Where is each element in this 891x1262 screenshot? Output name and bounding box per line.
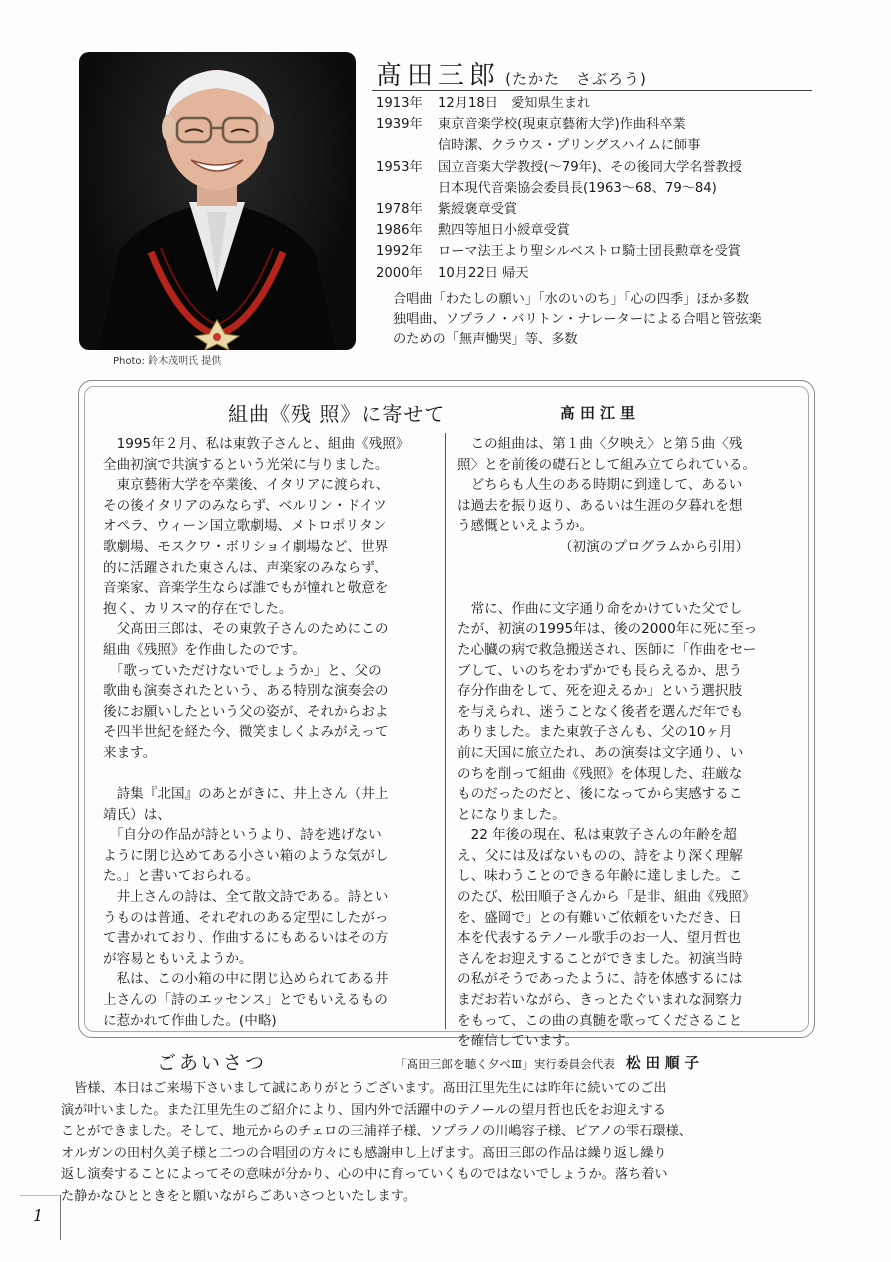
essay-line: を与えられ、迷うことなく後者を選んだ年でも [457, 703, 744, 720]
essay-line [457, 578, 792, 599]
essay-line: を、盛岡で」との有難いご依頼をいただき、日 [457, 909, 742, 926]
bio-year: 1992年 [376, 244, 423, 260]
essay-line: オペラ、ウィーン国立歌劇場、メトロポリタン [103, 518, 387, 535]
bio-text: 10月22日 帰天 [438, 265, 529, 281]
essay-line: て書かれており、作曲するにもあるいはその方 [103, 930, 389, 947]
bio-row [376, 220, 826, 241]
essay-line: う感慨といえようか。 [457, 518, 593, 535]
essay-line: 父髙田三郎は、その東敦子さんのためにこの [103, 621, 389, 638]
essay-line: ように閉じ込めてある小さい箱のような気がし [103, 847, 389, 864]
essay-line: 歌曲も演奏されたという、ある特別な演奏会の [103, 683, 389, 700]
essay-line: その後イタリアのみならず、ベルリン・ドイツ [103, 497, 387, 514]
bio-year: 1913年 [376, 96, 423, 111]
essay-line: は過去を振り返り、あるいは生涯の夕暮れを想 [457, 497, 743, 514]
biography-list [376, 93, 826, 284]
essay-line: 組曲《残照》を作曲したのです。 [103, 641, 306, 658]
essay-line: 私は、この小箱の中に閉じ込められてある井 [103, 971, 389, 988]
essay-line: の私がそうであったように、詩を体感するには [457, 971, 743, 988]
greeting-organization: 「髙田三郎を聴く夕べⅢ」実行委員会代表 [395, 1057, 615, 1071]
essay-line: のちを削って組曲《残照》を体現した、荘厳な [457, 765, 743, 782]
greeting-body [61, 1078, 692, 1208]
essay-line: 東京藝術大学を卒業後、イタリアに渡られ、 [103, 477, 390, 494]
essay-line: とになりました。 [457, 806, 566, 823]
essay-line: たが、初演の1995年は、後の2000年に死に至っ [457, 621, 758, 638]
essay-author: 髙田江里 [560, 404, 641, 422]
works-list [393, 290, 762, 350]
bio-year: 1978年 [376, 202, 423, 218]
essay-line: さんをお迎えすることができました。初演当時 [457, 950, 743, 967]
essay-line: この組曲は、第１曲〈夕映え〉と第５曲〈残 [457, 436, 743, 452]
essay-line: 来ます。 [103, 744, 157, 761]
bio-text: 紫綬褒章受賞 [438, 202, 518, 218]
photo-credit: Photo: 鈴木茂明氏 提供 [113, 356, 222, 367]
essay-line: し、味わうことのできる年齢に達しました。こ [457, 868, 743, 885]
essay-line: 前に天国に旅立たれ、あの演奏は文字通り、い [457, 744, 744, 761]
bio-text: ローマ法王より聖シルベストロ騎士団長勲章を受賞 [438, 244, 741, 260]
essay-line [457, 558, 792, 579]
essay-line: が容易ともいえようか。 [103, 950, 253, 967]
essay-line: 「歌っていただけないでしょうか」と、父の [103, 662, 382, 679]
bio-row [376, 114, 826, 135]
essay-column-left [103, 434, 438, 1031]
essay-line: どちらも人生のある時期に到達して、あるい [457, 477, 743, 494]
bio-year: 1939年 [376, 117, 423, 133]
essay-line: 22 年後の現在、私は東敦子さんの年齢を超 [457, 827, 737, 844]
essay-line: え、父には及ばないものの、詩をより深く理解 [457, 847, 743, 864]
essay-line: 存分作曲をして、死を迎えるか」という選択肢 [457, 683, 743, 700]
portrait-illustration [79, 52, 356, 350]
bio-row [376, 178, 826, 199]
greeting-line: 皆様、本日はご来場下さいまして誠にありがとうございます。髙田江里先生には昨年に続いてのご出 [61, 1081, 667, 1096]
essay-line: 井上さんの詩は、全て散文詩である。詩とい [103, 889, 389, 906]
page-corner-rule-vertical [60, 1195, 61, 1240]
essay-line: そ四半世紀を経た今、微笑ましくよみがえって [103, 724, 389, 741]
essay-line: 抱く、カリスマ的存在でした。 [103, 600, 293, 617]
essay-line: に惹かれて作曲した。(中略) [103, 1012, 277, 1029]
bio-row [376, 135, 826, 156]
greeting-line: た静かなひとときをと願いながらごあいさつといたします。 [61, 1188, 417, 1204]
bio-row [376, 199, 826, 220]
bio-text: 信時潔、クラウス・プリングスハイムに師事 [438, 138, 701, 154]
greeting-title: ごあいさつ [157, 1052, 268, 1074]
essay-quote-source: （初演のプログラムから引用） [457, 538, 750, 555]
profile-name-line [376, 55, 647, 92]
greeting-line: 返し演奏することによってその意味が分かり、心の中に育っていくものではないでしょうか。落ち着い [61, 1167, 668, 1183]
greeting-line: 演が叶いました。また江里先生のご紹介により、国内外で活躍中のテノールの望月哲也氏をお迎えする [61, 1102, 667, 1118]
greeting-line: ことができました。そして、地元からのチェロの三浦祥子様、ソプラノの川嶋容子様、ピアノの雫石環様、 [61, 1124, 692, 1140]
bio-text: 勲四等旭日小綬章受賞 [438, 223, 570, 239]
essay-line: 詩集『北国』のあとがきに、井上さん（井上 [103, 786, 389, 803]
bio-row [376, 157, 826, 178]
essay-line: 本を代表するテノール歌手のお一人、望月哲也 [457, 930, 741, 947]
essay-column-right [457, 434, 792, 1052]
bio-text: 12月18日 愛知県生まれ [438, 96, 591, 111]
essay-line: 的に活躍された東さんは、声楽家のみならず、 [103, 559, 388, 576]
essay-line: をもって、この曲の真髄を歌ってくださること [457, 1012, 743, 1029]
essay-line: 音楽家、音楽学生ならば誰でもが憧れと敬意を [103, 580, 389, 597]
page-number: 1 [33, 1206, 44, 1225]
page-corner-rule [20, 1195, 60, 1196]
essay-line: 後にお願いしたという父の姿が、それからおよ [103, 703, 389, 720]
greeting-signature [395, 1052, 704, 1073]
bio-row [376, 93, 826, 114]
essay-line: た。」と書いておられる。 [103, 868, 260, 885]
works-line: のための「無声慟哭」等、多数 [393, 332, 578, 347]
essay-line [103, 764, 438, 785]
bio-year: 1953年 [376, 159, 423, 175]
bio-text: 東京音楽学校(現東京藝術大学)作曲科卒業 [438, 117, 686, 133]
bio-year: 2000年 [376, 265, 423, 281]
essay-line: 常に、作曲に文字通り命をかけていた父でし [457, 600, 743, 617]
portrait-photo [79, 52, 356, 350]
bio-row [376, 263, 826, 284]
bio-year: 1986年 [376, 223, 423, 239]
essay-line: 上さんの「詩のエッセンス」とでもいえるもの [103, 992, 388, 1009]
profile-name-kana: (たかた さぶろう) [505, 70, 647, 88]
name-divider [372, 90, 812, 91]
bio-row [376, 241, 826, 262]
essay-line: 歌劇場、モスクワ・ボリショイ劇場など、世界 [103, 538, 389, 555]
greeting-representative: 松田順子 [625, 1055, 704, 1072]
works-line: 独唱曲、ソプラノ・バリトン・ナレーターによる合唱と管弦楽 [393, 312, 762, 327]
bio-year [376, 135, 438, 156]
essay-line: た心臓の病で救急搬送され、医師に「作曲をセー [457, 641, 757, 658]
essay-line: 「自分の作品が詩というより、詩を逃げない [103, 827, 382, 844]
essay-line: 全曲初演で共演するという光栄に与りました。 [103, 456, 389, 473]
essay-line: まだお若いながら、きっとたぐいまれな洞察力 [457, 992, 743, 1009]
essay-line: ブして、いのちをわずかでも長らえるか、思う [457, 662, 743, 679]
bio-text: 国立音楽大学教授(〜79年)、その後同大学名誉教授 [438, 159, 743, 175]
essay-line: 照〉とを前後の礎石として組み立てられている。 [457, 456, 757, 473]
essay-title: 組曲《残 照》に寄せて [228, 402, 446, 426]
profile-name: 髙田三郎 [376, 61, 501, 91]
works-line: 合唱曲「わたしの願い」「水のいのち」「心の四季」ほか多数 [393, 292, 750, 307]
bio-year [376, 178, 438, 199]
essay-line: ものだったのだと、後になってから実感するこ [457, 786, 743, 803]
essay-line: のたび、松田順子さんから「是非、組曲《残照》 [457, 889, 756, 906]
essay-line: うものは普通、それぞれのある定型にしたがっ [103, 909, 389, 926]
column-divider [445, 433, 446, 1029]
essay-line: 靖氏）は、 [103, 806, 171, 823]
essay-line: を確信しています。 [457, 1033, 579, 1050]
essay-line: 1995年２月、私は東敦子さんと、組曲《残照》 [103, 436, 410, 452]
essay-line: ありました。また東敦子さんも、父の10ヶ月 [457, 724, 733, 741]
bio-text: 日本現代音楽協会委員長(1963〜68、79〜84) [438, 180, 717, 196]
greeting-line: オルガンの田村久美子様と二つの合唱団の方々にも感謝申し上げます。髙田三郎の作品は繰り返し繰り [61, 1145, 667, 1161]
